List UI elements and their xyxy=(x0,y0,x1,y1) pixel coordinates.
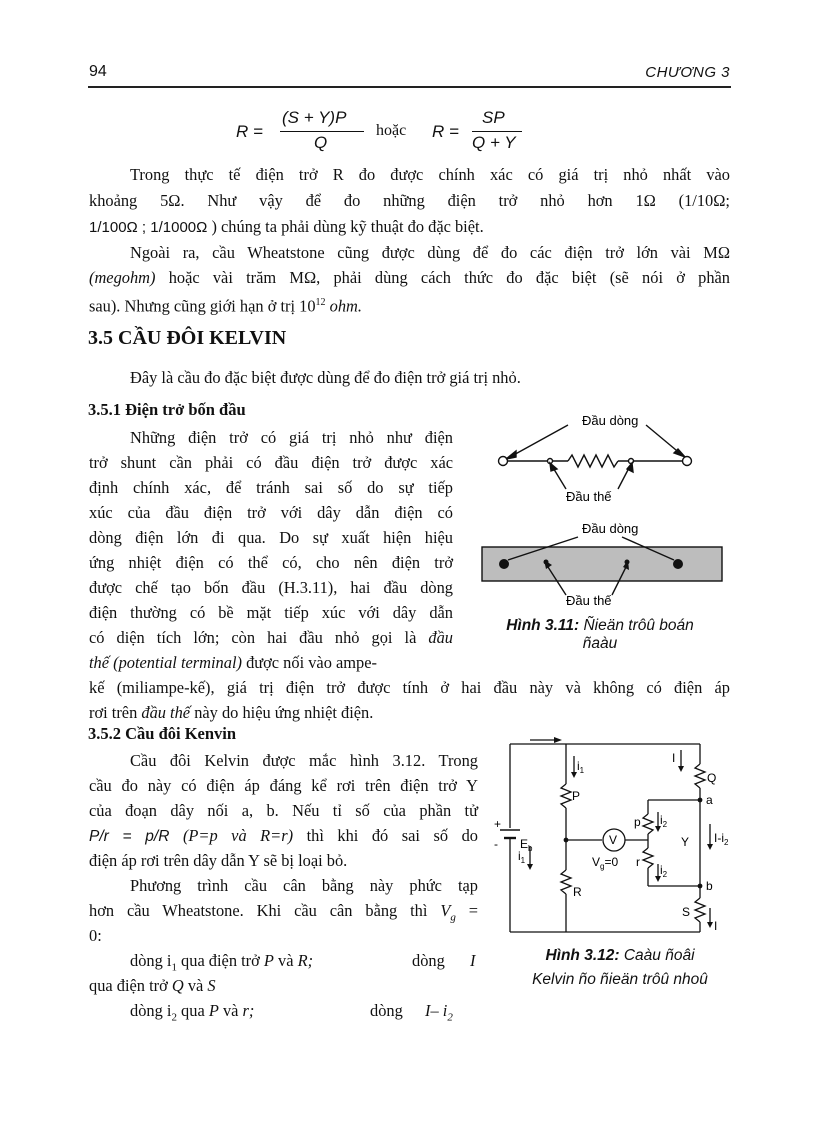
l9-dong2: dòng xyxy=(412,951,445,970)
figure-3-11 xyxy=(478,405,728,620)
para2-ohm: ohm. xyxy=(329,296,362,316)
four-terminal-resistor-schematic xyxy=(499,425,692,489)
label-I-minus-i2: $I-i_2$ xyxy=(714,831,729,847)
l11-sub: 2 xyxy=(171,1011,177,1024)
sub2-vg-equals: = xyxy=(468,901,478,920)
sub2-line6: Phương trình cầu cân bằng này phức tạp xyxy=(130,876,478,895)
l10-S: S xyxy=(207,976,216,995)
sub2-line8: 0: xyxy=(89,926,102,945)
section-intro: Đây là cầu đo đặc biệt được dùng để đo điện trở giá trị nhỏ. xyxy=(130,368,521,387)
label-i2-bottom: $i_2$ xyxy=(660,863,668,879)
label-S: S xyxy=(682,905,691,919)
sub2-vg-symbol: V xyxy=(440,901,451,920)
eq-num1: (S + Y)P xyxy=(282,108,347,127)
sub1-line5: dòng điện lớn đi qua. Do sự xuất hiện hiệu xyxy=(89,528,453,547)
sub2-line2: cầu đo này có điện áp đáng kể rơi trên điện trở Y xyxy=(89,776,478,795)
label-b: b xyxy=(706,879,713,893)
sub1-line1: Những điện trở có giá trị nhỏ như điện xyxy=(130,428,453,447)
l9-R: R; xyxy=(297,951,314,970)
header-rule xyxy=(88,86,731,88)
four-terminal-resistor-block xyxy=(482,537,722,595)
page-number: 94 xyxy=(89,63,107,80)
para1-line3 xyxy=(89,215,730,241)
sub2-line5: điện áp rơi trên dây dẫn Y sẽ bị loại bỏ. xyxy=(89,851,348,870)
sub2-title: 3.5.2 Cầu đôi Kenvin xyxy=(88,724,237,743)
figure-3-12-caption-line2: Kelvin ño ñieän trôû nhoû xyxy=(532,971,708,988)
l11-sub2: 2 xyxy=(447,1011,453,1024)
label-i2: $i_2$ xyxy=(660,813,668,829)
figure-3-11-caption xyxy=(470,617,730,653)
sub2-line11 xyxy=(130,999,478,1030)
l11-dong: dòng i xyxy=(130,1001,172,1020)
label-i1-bottom: $i_1$ xyxy=(518,849,526,865)
sub1-title: 3.5.1 Điện trở bốn đầu xyxy=(88,400,246,419)
sub2-line4 xyxy=(89,824,478,850)
para1-line2: khoảng 5Ω. Như vậy để đo những điện trở nhỏ hơn 1Ω (1/10Ω; xyxy=(89,191,730,210)
figure-3-11-caption-bold: Hình 3.11: xyxy=(506,617,580,634)
sub2-line3: của đoạn dây nối a, b. Nếu tỉ số của phần tử xyxy=(89,801,478,820)
label-P: P xyxy=(572,789,581,803)
sub1-line3: định chính xác, để tránh sai số do sự tiếp xyxy=(89,478,453,497)
eq-den1: Q xyxy=(314,133,328,152)
l9-dong: dòng i xyxy=(130,951,172,970)
label-Vg: $V_g=0$ xyxy=(592,855,619,871)
eq-fraction-bar1 xyxy=(280,131,364,132)
label-Q: Q xyxy=(707,771,717,785)
figure-3-12-caption xyxy=(495,944,745,992)
para2-line2-rest: hoặc vài trăm MΩ, phải dùng cách thức đo đặc biệt (sẽ nói ở phần xyxy=(168,268,730,287)
l10-qua: qua điện trở xyxy=(89,976,168,995)
l11-r: r; xyxy=(242,1001,255,1020)
figure-3-12-caption-text: Caàu ñoâi xyxy=(623,947,695,964)
para2-megohm: (megohm) xyxy=(89,268,156,287)
figure-3-12-caption-bold: Hình 3.12: xyxy=(545,947,620,964)
l11-I-minus xyxy=(425,999,453,1030)
label-I-top: I xyxy=(672,751,676,765)
label-i1: $i_1$ xyxy=(577,759,585,775)
sub1-line8: điện thường có bề mặt tiếp xúc với dây dẫn xyxy=(89,603,453,622)
sub2-ratio: P/r = p/R xyxy=(89,828,170,845)
label-r: r xyxy=(636,855,640,869)
sub1-line4: xúc của đầu điện trở với dây dẫn điện có xyxy=(89,503,453,522)
label-I-bottom: I xyxy=(714,919,718,933)
section-title: 3.5 CẦU ĐÔI KELVIN xyxy=(88,327,287,349)
label-Eb: $E_b$ xyxy=(520,837,533,853)
sub1-line9-italic: đầu xyxy=(428,628,453,647)
l9-P: P xyxy=(263,951,274,970)
eq-den2: Q + Y xyxy=(472,133,516,152)
eq-lhs2: R = xyxy=(432,122,459,141)
l9-va: và xyxy=(278,951,294,970)
eq-lhs1: R = xyxy=(236,122,263,141)
label-dau-dong-1: Đầu dòng xyxy=(582,413,639,428)
sub1-line11: kế (miliampe-kế), giá trị điện trở được tính ở hai đầu này và không có điện áp xyxy=(89,678,730,697)
label-dau-the-2: Đầu thế xyxy=(566,593,612,608)
para2-line1: Ngoài ra, cầu Wheatstone cũng được dùng để đo các điện trở lớn vài MΩ xyxy=(130,243,730,262)
sub2-condition: (P=p và R=r) xyxy=(182,826,294,845)
label-Y: Y xyxy=(681,835,690,849)
sub1-line12-a: rơi trên xyxy=(89,703,138,722)
sub2-line7-text: hơn cầu Wheatstone. Khi cầu cân bằng thì xyxy=(89,901,428,920)
label-R: R xyxy=(573,885,582,899)
para1-line3-rest: ) chúng ta phải dùng kỹ thuật đo đặc biệt. xyxy=(211,217,484,236)
sub1-potential-terminal: thế (potential terminal) xyxy=(89,653,242,672)
label-p: p xyxy=(634,815,641,829)
sub1-dau-the: đầu thế xyxy=(141,703,191,722)
sub2-vg xyxy=(440,901,456,924)
eq-num2: SP xyxy=(482,108,505,127)
sub2-line10 xyxy=(89,974,478,999)
l10-Q: Q xyxy=(171,976,184,995)
para1-line1: Trong thực tế điện trở R đo được chính xác có giá trị nhỏ nhất vào xyxy=(130,165,730,184)
l11-dong2: dòng xyxy=(370,1001,403,1020)
l9-sub: 1 xyxy=(171,961,177,974)
chapter-title: CHƯƠNG 3 xyxy=(645,64,730,81)
sub1-line9 xyxy=(89,626,453,651)
bridge-wires xyxy=(500,740,710,932)
eq-conj: hoặc xyxy=(376,122,407,139)
sub2-line1: Cầu đôi Kelvin được mắc hình 3.12. Trong xyxy=(130,751,478,770)
l10-va: và xyxy=(187,976,204,995)
equation xyxy=(236,108,536,156)
l11-P: P xyxy=(208,1001,219,1020)
label-dau-the-1: Đầu thế xyxy=(566,489,612,504)
sub1-line12 xyxy=(89,701,730,726)
para2-line3-text: sau). Nhưng cũng giới hạn ở trị 10 xyxy=(89,296,316,316)
label-plus: + xyxy=(494,817,502,831)
l11-I-minus-text: I– i xyxy=(425,1001,448,1020)
figure-3-11-caption-line2: ñaàu xyxy=(582,635,618,652)
figure-3-12 xyxy=(488,732,738,942)
label-V: V xyxy=(609,833,618,847)
label-dau-dong-2: Đầu dòng xyxy=(582,521,639,536)
sub1-line2: trở shunt cần phải có đầu điện trở được xác xyxy=(89,453,453,472)
para2-line2 xyxy=(89,266,730,291)
l11-qua: qua xyxy=(181,1001,205,1020)
l9-qua: qua điện trở xyxy=(181,951,260,970)
sub1-line12-b: này do hiệu ứng nhiệt điện. xyxy=(194,703,374,722)
sub1-line6: ứng nhiệt điện có thể có, cho nên điện trở xyxy=(89,553,453,572)
para2-line3 xyxy=(89,291,730,319)
l9-I: I xyxy=(470,951,476,970)
figure-3-11-caption-text: Ñieän trôû boán xyxy=(583,617,694,634)
eq-fraction-bar2 xyxy=(472,131,522,132)
sub2-vg-sub: g xyxy=(450,911,456,924)
sub2-line4-rest: thì khi đó sai số do xyxy=(306,826,478,845)
para2-exponent: 12 xyxy=(315,297,326,308)
sub1-line7: được chế tạo bốn đầu (H.3.11), hai đầu dòng xyxy=(89,578,453,597)
sub1-line10 xyxy=(89,651,453,676)
l11-va: và xyxy=(222,1001,239,1020)
label-minus: - xyxy=(494,837,498,851)
label-a: a xyxy=(706,793,713,807)
sub1-line10-rest: được nối vào ampe- xyxy=(246,653,377,672)
sub1-line9-text: có diện tích lớn; còn hai đầu nhỏ gọi là xyxy=(89,628,417,647)
para1-values: 1/100Ω ; 1/1000Ω xyxy=(89,219,208,236)
